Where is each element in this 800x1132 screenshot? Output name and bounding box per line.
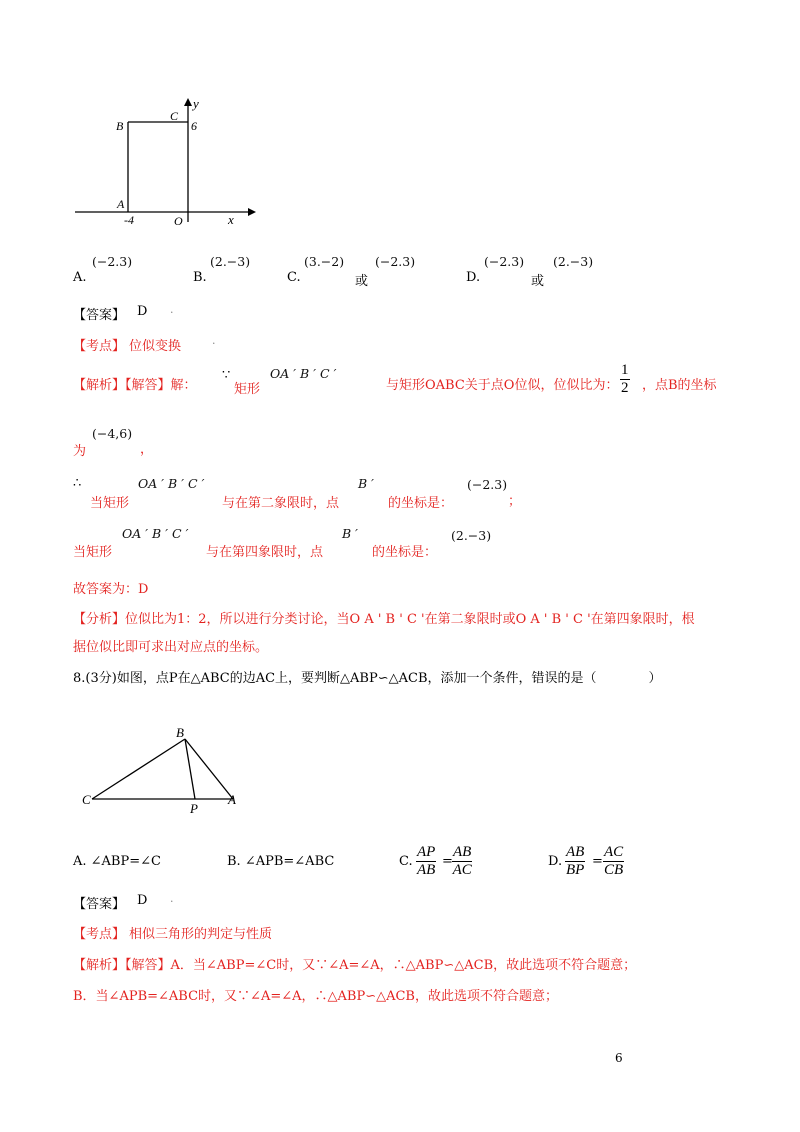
case2-value: (2.−3) bbox=[451, 528, 492, 543]
label-a: A bbox=[117, 197, 125, 211]
case1-value: (−2.3) bbox=[467, 477, 508, 492]
case2-post: 的坐标是： bbox=[372, 545, 438, 560]
q8-option-c-letter: C. bbox=[399, 854, 413, 869]
case1-end: ； bbox=[508, 494, 522, 509]
case1-rect: OA ′ B ′ C ′ bbox=[138, 476, 205, 491]
ratio-fraction bbox=[620, 362, 630, 397]
fraction-numerator: AB bbox=[566, 844, 585, 860]
q7-jiexi-text-1: 与矩形OABC关于点O位似，位似比为： bbox=[386, 378, 619, 393]
fraction-denominator: CB bbox=[604, 862, 624, 878]
triangle-figure bbox=[78, 722, 258, 822]
q7-jiexi-text-2: ，点B的坐标 bbox=[642, 378, 717, 393]
case1-middle: 与在第二象限时，点 bbox=[222, 496, 340, 511]
fraction-denominator: BP bbox=[566, 862, 585, 878]
q8-answer-label: 【答案】 bbox=[73, 897, 126, 912]
fraction-numerator: AC bbox=[604, 844, 624, 860]
q7-option-d-value-2: (2.−3) bbox=[553, 254, 594, 269]
q7-option-b-value: (2.−3) bbox=[210, 254, 251, 269]
q8-kaodian-label: 【考点】 bbox=[73, 927, 126, 942]
q8-kaodian-value: 相似三角形的判定与性质 bbox=[129, 927, 273, 942]
label-b: B bbox=[116, 119, 124, 133]
rect-oabc-prime: OA ′ B ′ C ′ bbox=[270, 366, 337, 381]
side-cb bbox=[92, 739, 185, 799]
segment-bp bbox=[185, 739, 195, 799]
equals-sign: = bbox=[592, 854, 603, 869]
q8-jiexi-b: B．当∠APB=∠ABC时，又∵∠A=∠A，∴△ABP∽△ACB，故此选项不符合题意； bbox=[73, 989, 558, 1004]
case2-middle: 与在第四象限时，点 bbox=[206, 545, 324, 560]
label-a: A bbox=[228, 792, 236, 807]
rect-word: 矩形 bbox=[234, 382, 261, 397]
fraction-denominator: AB bbox=[417, 862, 436, 878]
separator-dot: · bbox=[170, 895, 174, 908]
label-x: x bbox=[228, 212, 234, 227]
q8-option-b: B. ∠APB=∠ABC bbox=[227, 854, 335, 869]
case1-post: 的坐标是： bbox=[388, 496, 454, 511]
label-c: C bbox=[170, 109, 179, 123]
y-axis-arrow bbox=[184, 98, 192, 106]
side-ba bbox=[185, 739, 233, 799]
label-six: 6 bbox=[191, 119, 197, 133]
q7-fenxi-line-2: 据位似比即可求出对应点的坐标。 bbox=[73, 640, 269, 655]
separator-dot: · bbox=[170, 306, 174, 319]
case1-prefix: 当矩形 bbox=[90, 496, 130, 511]
label-y: y bbox=[193, 96, 199, 111]
q8-option-a: A. ∠ABP=∠C bbox=[73, 854, 161, 869]
q7-option-d-letter: D. bbox=[466, 270, 481, 285]
label-o: O bbox=[174, 214, 183, 228]
page-number: 6 bbox=[615, 1051, 623, 1065]
label-neg4: -4 bbox=[124, 213, 134, 227]
q7-jiexi-label: 【解析】【解答】解： bbox=[73, 378, 197, 393]
b-coordinate: (−4,6) bbox=[92, 426, 133, 441]
q7-option-c-or: 或 bbox=[355, 274, 369, 289]
separator-dot: · bbox=[212, 337, 216, 350]
q7-kaodian-label: 【考点】 bbox=[73, 339, 126, 354]
x-axis-arrow bbox=[248, 208, 256, 216]
label-b: B bbox=[176, 725, 184, 740]
q7-fenxi-line-1: 【分析】位似比为1：2，所以进行分类讨论，当O A ' B ' C '在第二象限时或O A ' B ' C '在第四象限时，根 bbox=[73, 612, 695, 627]
q7-kaodian-value: 位似变换 bbox=[129, 339, 182, 354]
fraction-denominator: AC bbox=[452, 862, 472, 878]
fraction-numerator: AB bbox=[453, 844, 472, 860]
fraction-numerator: AP bbox=[417, 844, 436, 860]
case1-b-prime: B ′ bbox=[358, 476, 374, 491]
q7-answer-value: D bbox=[137, 304, 148, 319]
case2-b-prime: B ′ bbox=[342, 526, 358, 541]
q7-option-a-letter: A. bbox=[73, 270, 87, 285]
q7-option-c-value-2: (−2.3) bbox=[375, 254, 416, 269]
q7-option-a-value: (−2.3) bbox=[92, 254, 133, 269]
q7-option-c-letter: C. bbox=[287, 270, 301, 285]
ratio-denominator: 2 bbox=[621, 380, 629, 396]
option-c-fraction-2 bbox=[452, 844, 472, 879]
option-d-fraction-1 bbox=[565, 844, 585, 879]
q8-jiexi-a: 【解析】【解答】A．当∠ABP=∠C时，又∵∠A=∠A，∴△ABP∽△ACB，故此选项不符合题意； bbox=[73, 958, 637, 973]
q8-option-d-letter: D. bbox=[548, 854, 563, 869]
q7-answer-label: 【答案】 bbox=[73, 308, 126, 323]
q8-answer-value: D bbox=[137, 893, 148, 908]
option-d-fraction-2 bbox=[603, 844, 624, 879]
q7-option-c-value-1: (3.−2) bbox=[304, 254, 345, 269]
equals-sign: = bbox=[442, 854, 453, 869]
ratio-numerator: 1 bbox=[621, 362, 629, 378]
label-p: P bbox=[190, 801, 198, 816]
q7-option-b-letter: B. bbox=[193, 270, 207, 285]
therefore-symbol: ∴ bbox=[73, 476, 82, 491]
wei-text: 为 bbox=[73, 444, 87, 459]
because-symbol: ∵ bbox=[222, 368, 231, 383]
case2-prefix: 当矩形 bbox=[73, 545, 113, 560]
case2-rect: OA ′ B ′ C ′ bbox=[122, 526, 189, 541]
q7-option-d-value-1: (−2.3) bbox=[484, 254, 525, 269]
comma: ， bbox=[140, 442, 154, 457]
q7-conclusion: 故答案为：D bbox=[73, 582, 149, 597]
q8-question: 8.(3分)如图，点P在△ABC的边AC上，要判断△ABP∽△ACB，添加一个条件，错误的是（ ） bbox=[73, 671, 662, 686]
label-c: C bbox=[82, 792, 91, 807]
option-c-fraction-1 bbox=[416, 844, 436, 879]
q7-option-d-or: 或 bbox=[531, 274, 545, 289]
coordinate-figure bbox=[70, 92, 260, 232]
